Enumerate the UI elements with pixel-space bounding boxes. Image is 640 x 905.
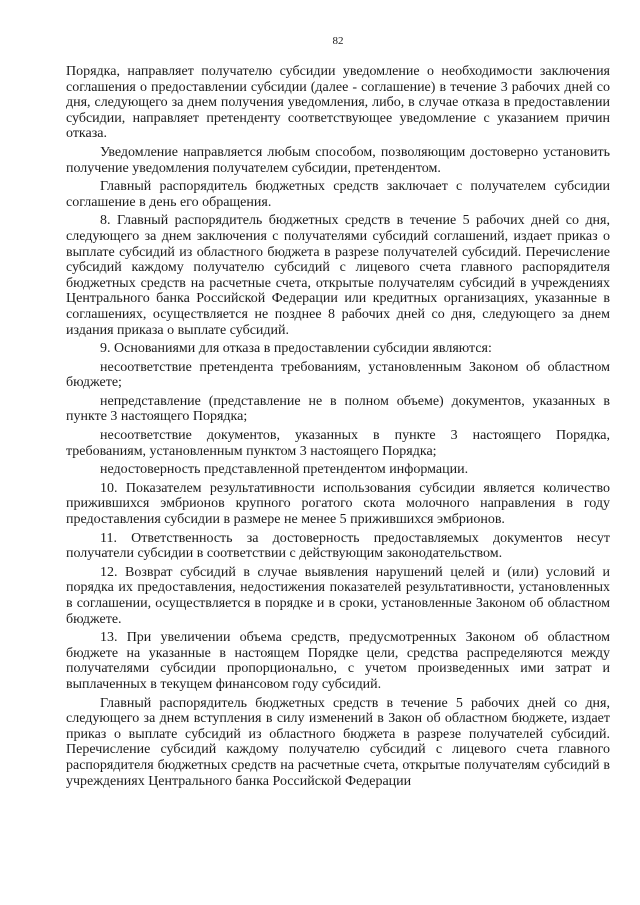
paragraph-item-12: 12. Возврат субсидий в случае выявления нарушений целей и (или) условий и порядка их предоставления, недостижения показателей результативности, установленных в соглашении, осуществляется в порядке и в сроки, установленные Законом об областном бюджете. (66, 564, 610, 627)
paragraph-item-8: 8. Главный распорядитель бюджетных средств в течение 5 рабочих дней со дня, следующего за днем заключения с получателями субсидий соглашений, издает приказ о выплате субсидий из областного бюджета в разрезе получателей субсидий. Перечисление субсидий каждому получателю субсидий с лицевого счета главного распорядителя бюджетных средств на расчетные счета, открытые получателям субсидий в учреждениях Центрального банка Российской Федерации или кредитных организациях, указанные в соглашениях, осуществляется не позднее 8 рабочих дней со дня, следующего за днем издания приказа о выплате субсидий. (66, 213, 610, 338)
paragraph-item-11: 11. Ответственность за достоверность предоставляемых документов несут получатели субсидии в соответствии с действующим законодательством. (66, 530, 610, 562)
paragraph-refusal-reason-3: несоответствие документов, указанных в пункте 3 настоящего Порядка, требованиям, установленным пунктом 3 настоящего Порядка; (66, 428, 610, 459)
paragraph-notification-method: Уведомление направляется любым способом, позволяющим достоверно установить получение уведомления получателем субсидии, претендентом. (66, 144, 610, 176)
page-number: 82 (332, 35, 344, 47)
paragraph-payment-order: Главный распорядитель бюджетных средств в течение 5 рабочих дней со дня, следующего за днем вступления в силу изменений в Закон об областном бюджете, издает приказ о выплате субсидий из областного бюджета в разрезе получателей субсидий. Перечисление субсидий каждому получателю субсидий с лицевого счета главного распорядителя бюджетных средств на расчетные счета, открытые получателям субсидий в учреждениях Центрального банка Российской Федерации (66, 695, 610, 789)
paragraph-agreement-conclusion: Главный распорядитель бюджетных средств заключает с получателем субсидии соглашение в день его обращения. (66, 179, 610, 210)
paragraph-refusal-reason-1: несоответствие претендента требованиям, установленным Законом об областном бюджете; (66, 359, 610, 391)
paragraph-item-10: 10. Показателем результативности использования субсидии является количество прижившихся эмбрионов крупного рогатого скота молочного направления в году предоставления субсидии в размере не менее 5 прижившихся эмбрионов. (66, 480, 610, 528)
document-page (66, 34, 610, 792)
paragraph-item-13: 13. При увеличении объема средств, предусмотренных Законом об областном бюджете на указанные в настоящем Порядке цели, средства распределяются между получателями субсидии пропорционально, с учетом произведенных ими затрат и выплаченных в текущем финансовом году субсидий. (66, 630, 610, 692)
paragraph-item-9: 9. Основаниями для отказа в предоставлении субсидии являются: (100, 341, 492, 357)
paragraph-notification-continuation: Порядка, направляет получателю субсидии уведомление о необходимости заключения соглашения о предоставлении субсидии (далее - соглашение) в течение 3 рабочих дней со дня, следующего за днем получения уведомления, либо, в случае отказа в предоставлении субсидии, направляет претенденту соответствующее уведомление с указанием причин отказа. (66, 64, 610, 142)
paragraph-refusal-reason-2: непредставление (представление не в полном объеме) документов, указанных в пункте 3 настоящего Порядка; (66, 393, 610, 425)
paragraph-refusal-reason-4: недостоверность представленной претендентом информации. (100, 462, 469, 478)
